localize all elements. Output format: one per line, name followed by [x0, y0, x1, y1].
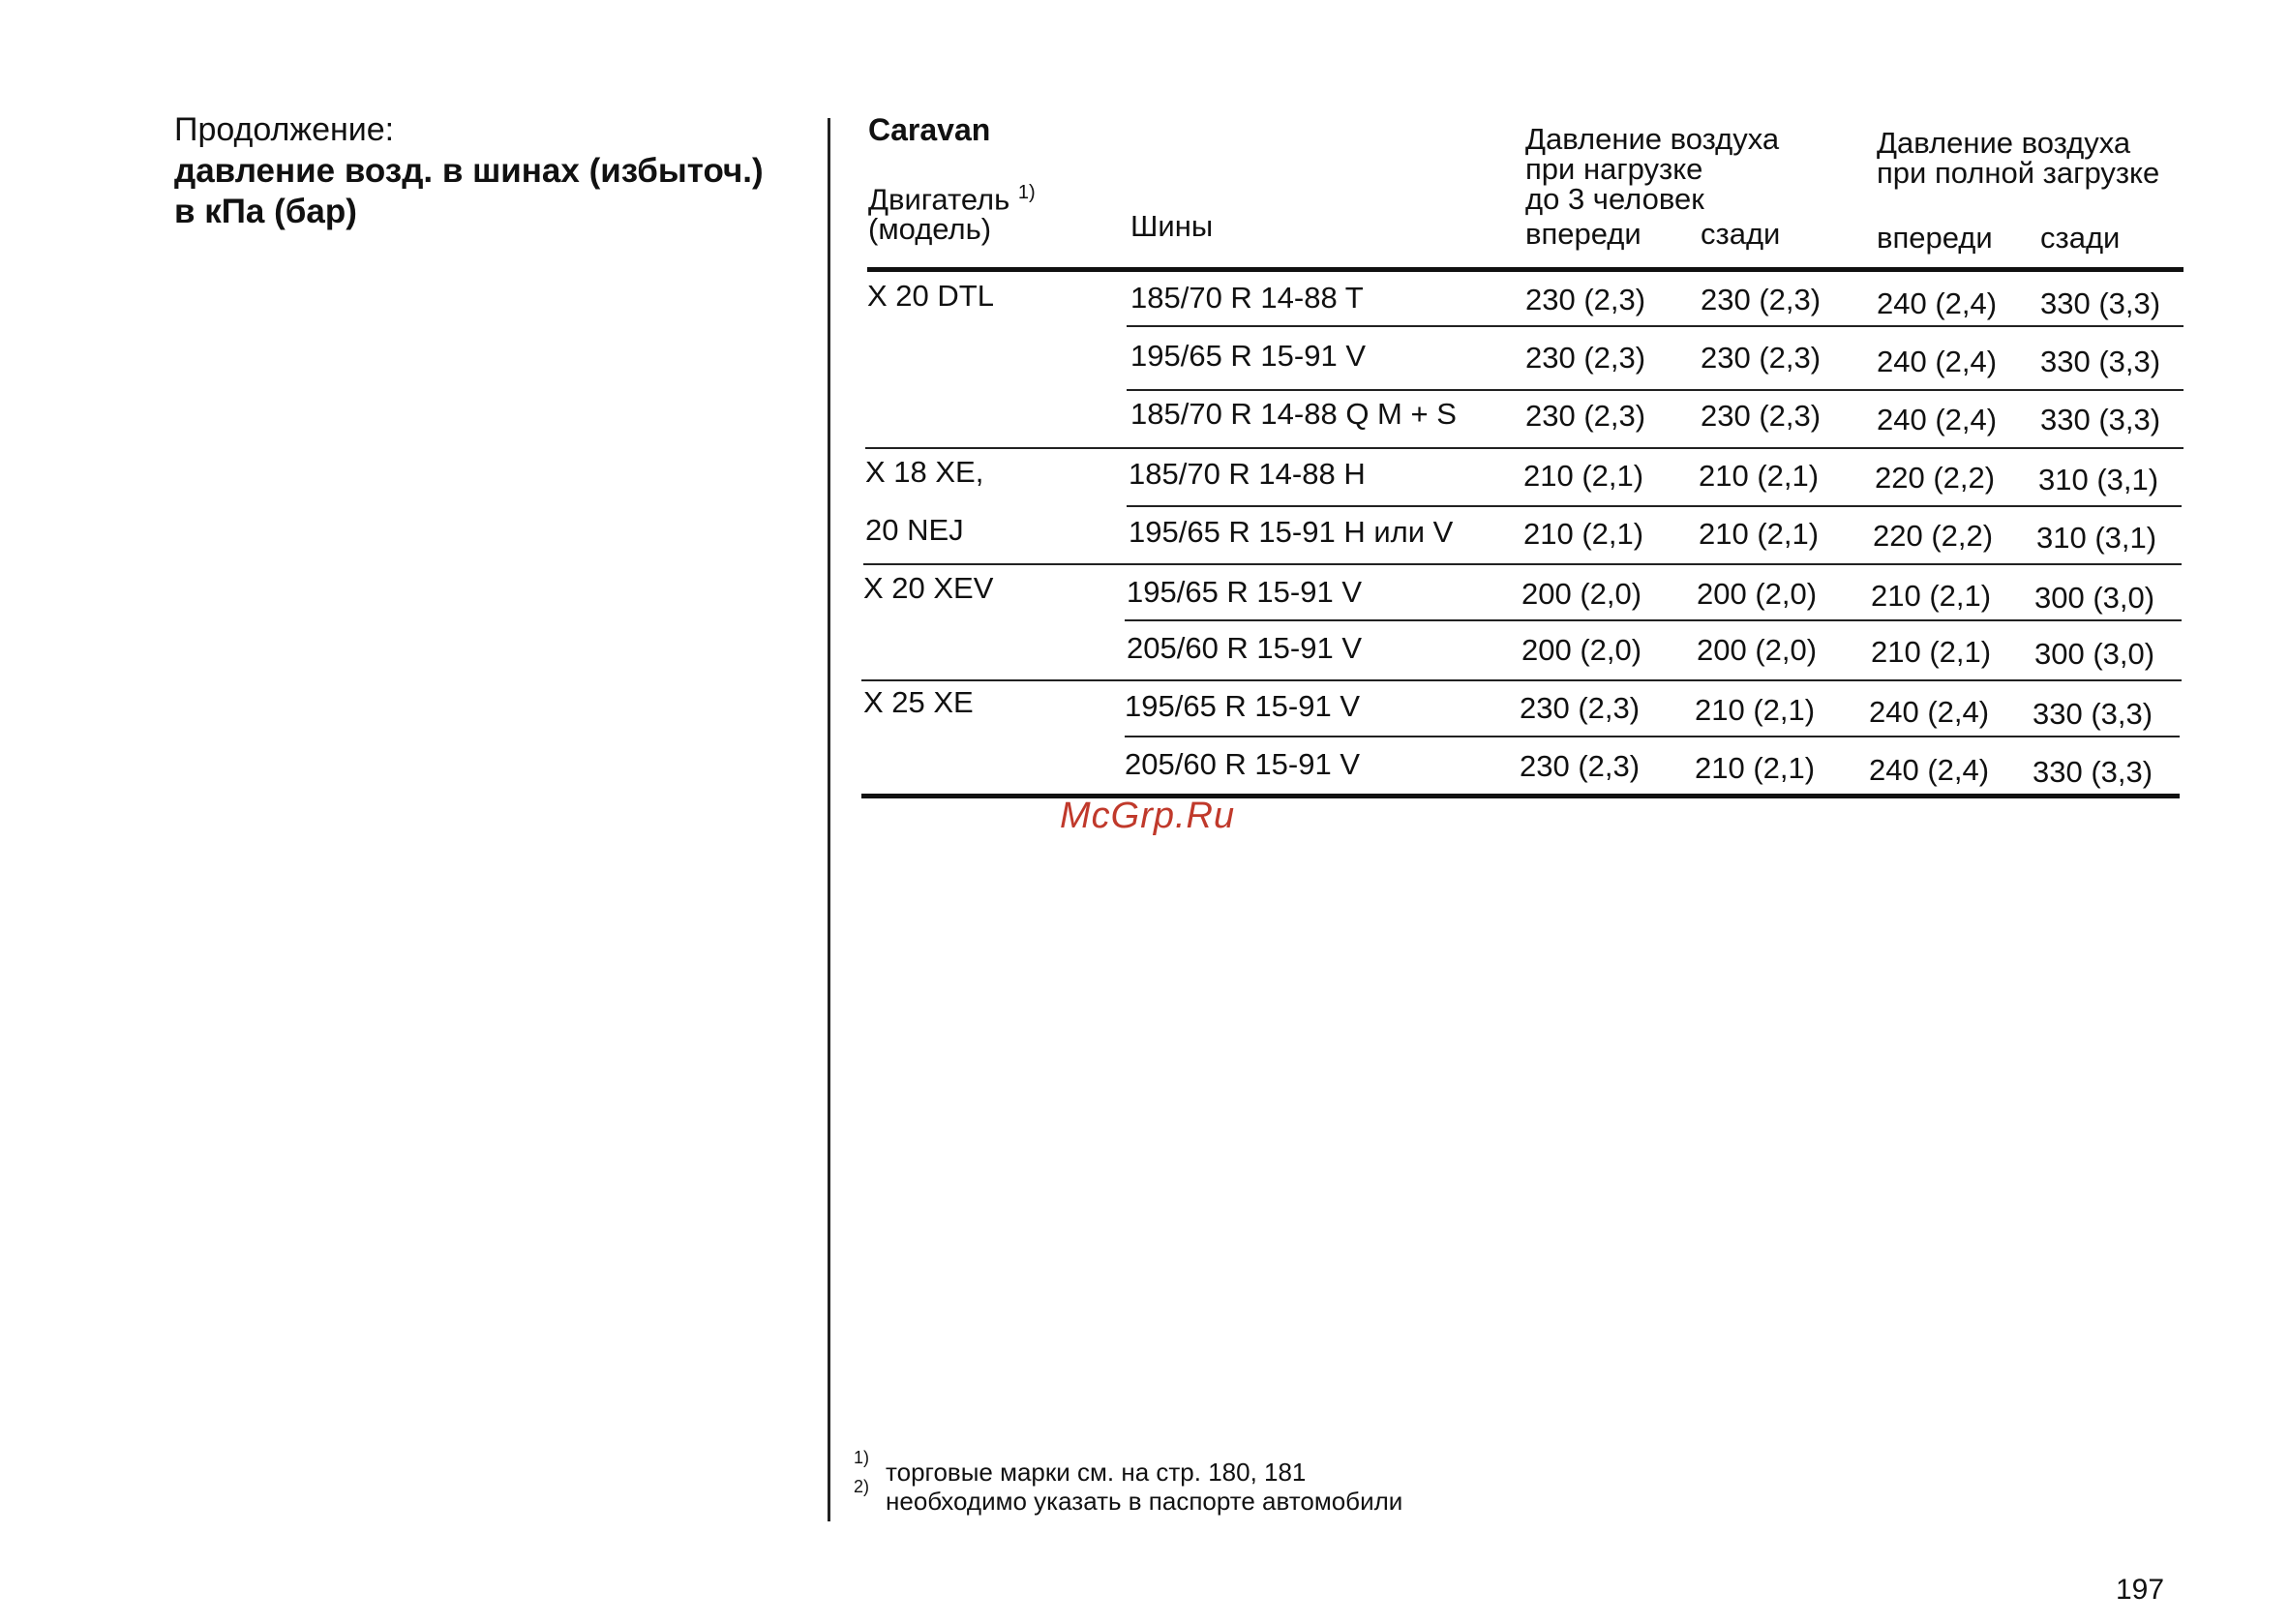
rear-header-load3: сзади	[1701, 217, 1781, 251]
footnote-2-text: необходимо указать в паспорте автомобили	[886, 1487, 1403, 1516]
front-full-cell: 240 (2,4)	[1869, 695, 1990, 729]
rear-full-cell: 300 (3,0)	[2034, 637, 2155, 671]
rear-header-full: сзади	[2040, 221, 2121, 255]
pressure-load3-line1: Давление воздуха	[1525, 122, 1780, 156]
group-divider	[865, 447, 2184, 449]
row-divider	[1125, 736, 2180, 737]
front-load3-cell: 200 (2,0)	[1521, 577, 1642, 611]
engine-header	[868, 178, 1036, 247]
engine-cell: X 18 XE,	[865, 455, 984, 489]
row-divider	[1125, 619, 2182, 621]
column-divider	[828, 118, 830, 1521]
rear-full-cell: 330 (3,3)	[2040, 403, 2161, 436]
rear-load3-cell: 210 (2,1)	[1699, 517, 1820, 551]
front-load3-cell: 230 (2,3)	[1520, 691, 1641, 725]
front-full-cell: 240 (2,4)	[1869, 753, 1990, 787]
pressure-full-header	[1877, 128, 2159, 188]
rear-load3-cell: 200 (2,0)	[1697, 577, 1818, 611]
footnote-2-mark: 2)	[854, 1477, 870, 1496]
watermark: McGrp.Ru	[1060, 796, 1236, 836]
rear-load3-cell: 230 (2,3)	[1701, 399, 1822, 433]
pressure-load3-line2: при нагрузке	[1525, 152, 1703, 186]
row-divider	[1127, 389, 2184, 391]
page-number: 197	[2116, 1574, 2165, 1606]
row-divider	[1127, 505, 2182, 507]
tire-cell: 185/70 R 14-88 Q M + S	[1130, 397, 1457, 431]
engine-cell: X 20 XEV	[863, 571, 994, 605]
front-load3-cell: 200 (2,0)	[1521, 633, 1642, 667]
section-title-line2: в кПа (бар)	[174, 193, 357, 230]
tire-cell: 185/70 R 14-88 T	[1130, 281, 1364, 315]
front-header-full: впереди	[1877, 221, 1993, 255]
front-full-cell: 210 (2,1)	[1871, 635, 1992, 669]
tire-cell: 205/60 R 15-91 V	[1125, 747, 1361, 781]
front-full-cell: 220 (2,2)	[1873, 519, 1994, 553]
rear-full-cell: 310 (3,1)	[2036, 521, 2157, 555]
front-load3-cell: 210 (2,1)	[1523, 517, 1644, 551]
pressure-load3-header	[1525, 124, 1779, 214]
rear-load3-cell: 210 (2,1)	[1699, 459, 1820, 493]
engine-header-line2: (модель)	[868, 212, 992, 247]
rear-load3-cell: 230 (2,3)	[1701, 341, 1822, 375]
front-load3-cell: 230 (2,3)	[1525, 341, 1646, 375]
rear-load3-cell: 230 (2,3)	[1701, 283, 1822, 316]
tire-cell: 185/70 R 14-88 H	[1129, 457, 1366, 491]
tire-cell: 195/65 R 15-91 H или V	[1129, 515, 1454, 549]
rear-load3-cell: 210 (2,1)	[1695, 751, 1816, 785]
engine-cell: X 20 DTL	[867, 279, 994, 313]
front-full-cell: 240 (2,4)	[1877, 403, 1998, 436]
pressure-full-line2: при полной загрузке	[1877, 156, 2160, 190]
group-divider	[863, 563, 2182, 565]
section-title-line1: давление возд. в шинах (избыточ.)	[174, 152, 764, 190]
front-full-cell: 210 (2,1)	[1871, 579, 1992, 613]
engine-cell: X 25 XE	[863, 685, 974, 719]
pressure-full-line1: Давление воздуха	[1877, 126, 2131, 160]
engine-cell: 20 NEJ	[865, 513, 964, 547]
front-full-cell: 240 (2,4)	[1877, 286, 1998, 320]
front-full-cell: 220 (2,2)	[1875, 461, 1996, 495]
rear-full-cell: 330 (3,3)	[2040, 345, 2161, 378]
rear-load3-cell: 200 (2,0)	[1697, 633, 1818, 667]
tire-cell: 195/65 R 15-91 V	[1127, 575, 1363, 609]
front-load3-cell: 230 (2,3)	[1520, 749, 1641, 783]
tire-cell: 195/65 R 15-91 V	[1130, 339, 1367, 373]
continuation-label: Продолжение:	[174, 111, 395, 148]
tire-cell: 195/65 R 15-91 V	[1125, 689, 1361, 723]
rear-full-cell: 330 (3,3)	[2033, 755, 2153, 789]
front-load3-cell: 230 (2,3)	[1525, 399, 1646, 433]
footnote-1-text: торговые марки см. на стр. 180, 181	[886, 1458, 1307, 1487]
rear-full-cell: 330 (3,3)	[2033, 697, 2153, 731]
rear-load3-cell: 210 (2,1)	[1695, 693, 1816, 727]
row-divider	[1127, 325, 2184, 327]
pressure-load3-line3: до 3 человек	[1525, 182, 1704, 216]
front-header-load3: впереди	[1525, 217, 1641, 251]
tire-cell: 205/60 R 15-91 V	[1127, 631, 1363, 665]
rear-full-cell: 330 (3,3)	[2040, 286, 2161, 320]
section-title	[174, 151, 813, 232]
front-load3-cell: 230 (2,3)	[1525, 283, 1646, 316]
header-rule	[867, 267, 2184, 272]
front-full-cell: 240 (2,4)	[1877, 345, 1998, 378]
front-load3-cell: 210 (2,1)	[1523, 459, 1644, 493]
group-divider	[861, 679, 2182, 681]
engine-footnote-ref: 1)	[1017, 182, 1036, 203]
footnote-1-mark: 1)	[854, 1448, 870, 1467]
rear-full-cell: 310 (3,1)	[2038, 463, 2159, 496]
engine-header-line1: Двигатель	[868, 182, 1010, 217]
rear-full-cell: 300 (3,0)	[2034, 581, 2155, 615]
model-label: Caravan	[868, 112, 991, 147]
tires-header: Шины	[1130, 209, 1214, 243]
